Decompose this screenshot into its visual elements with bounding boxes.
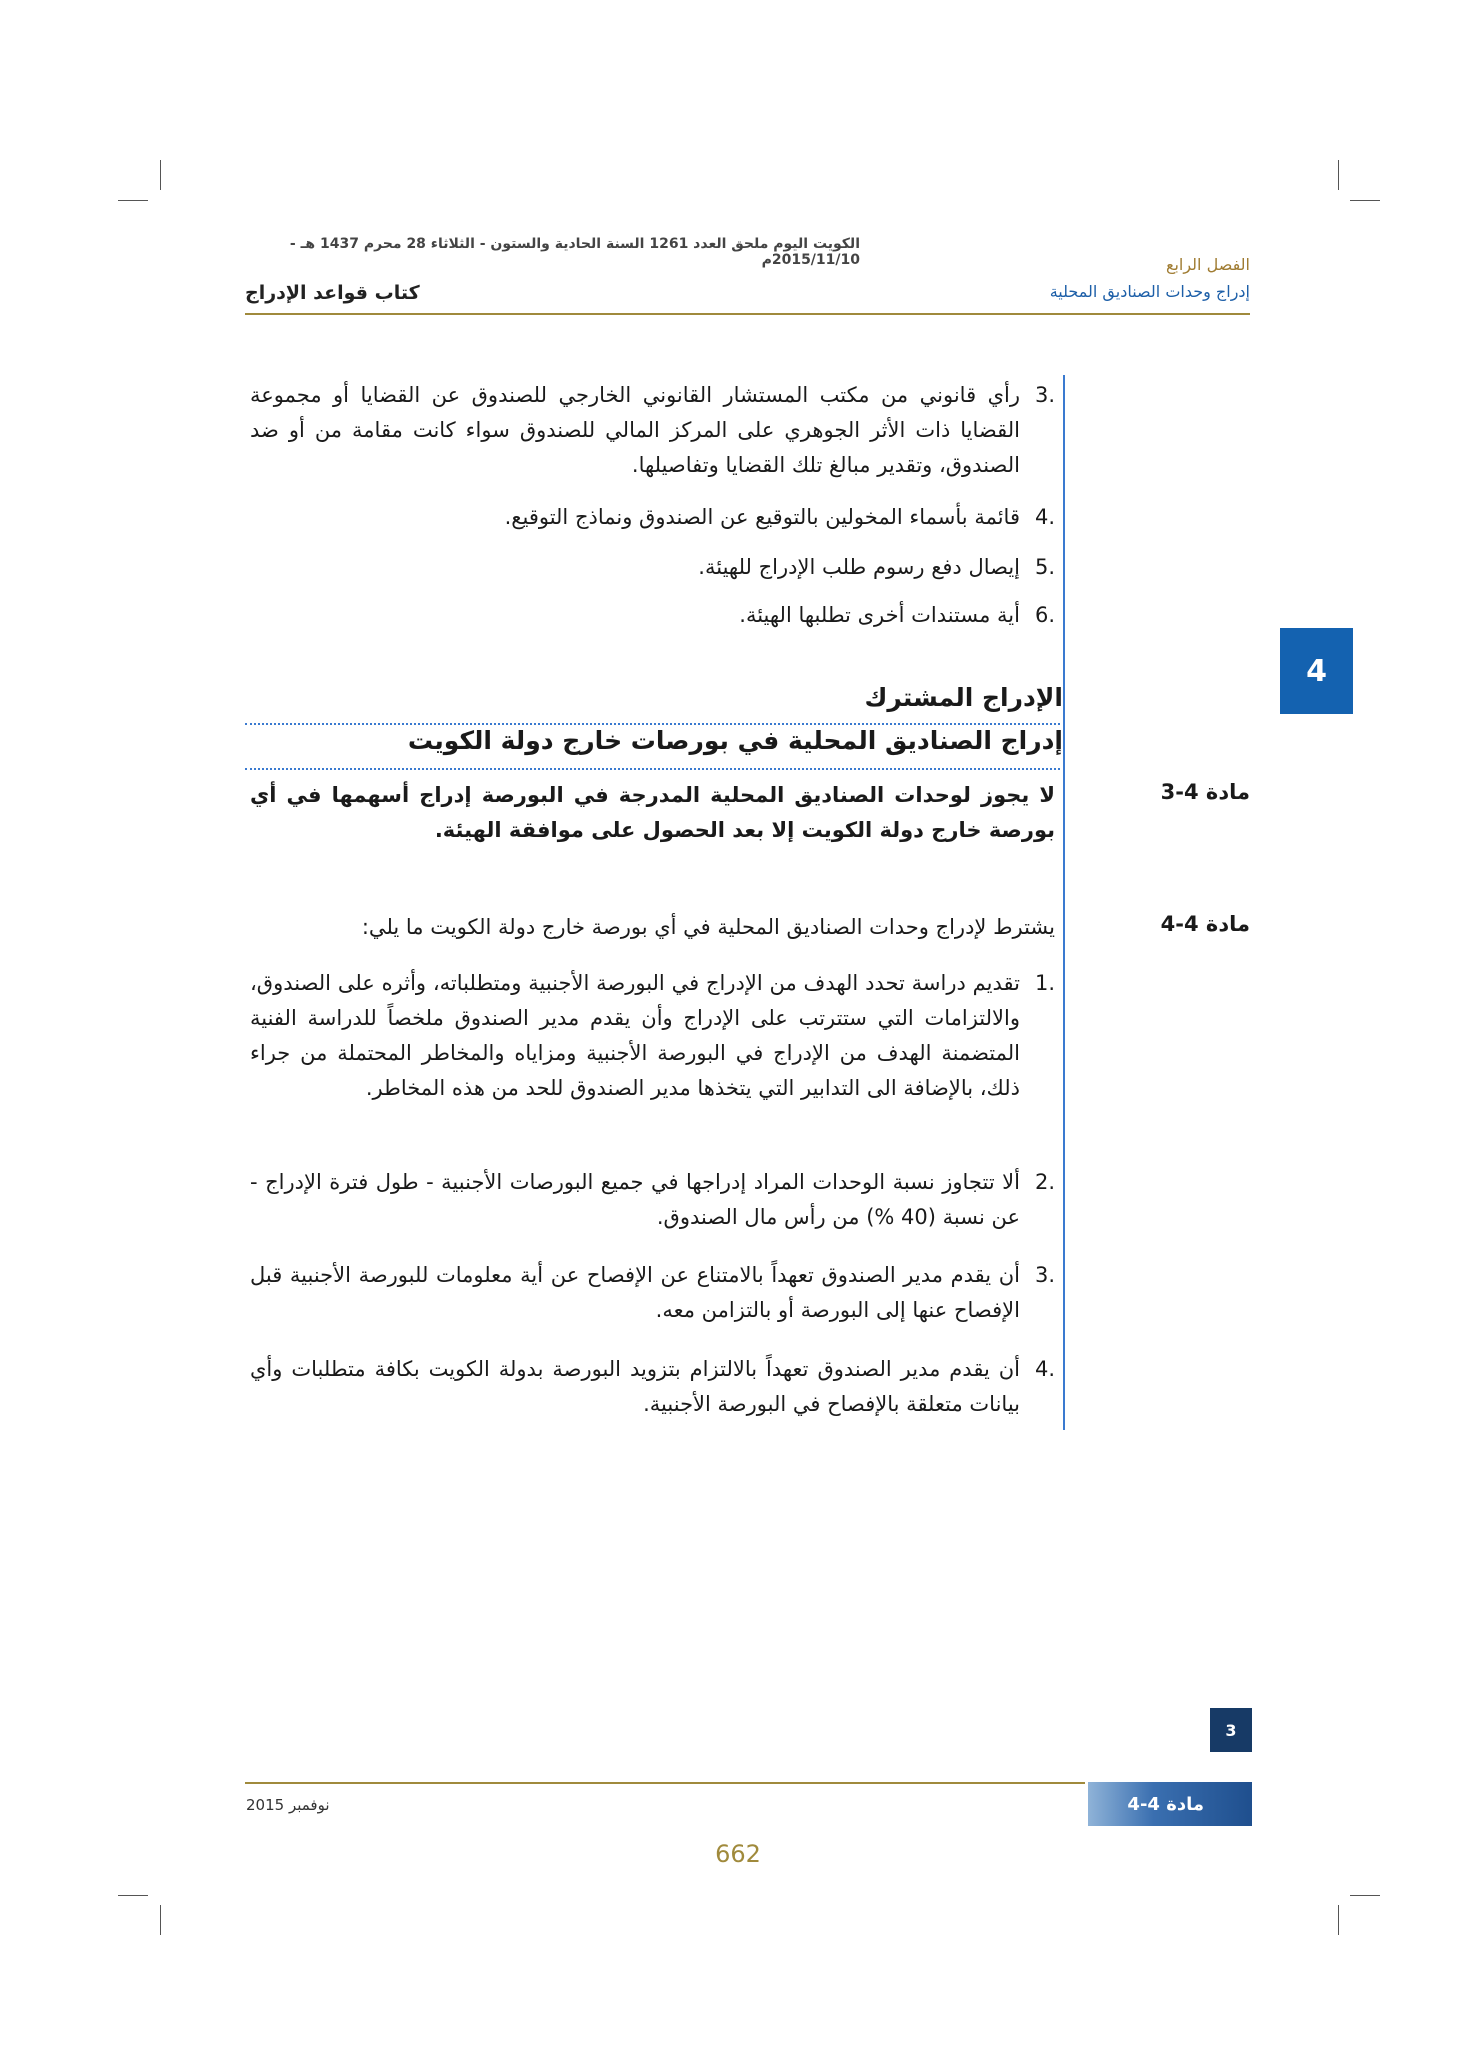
- list-number: 4.: [1034, 505, 1056, 529]
- crop-mark: [118, 200, 148, 201]
- section-title: الإدراج المشترك: [864, 683, 1063, 712]
- crop-mark: [160, 160, 161, 190]
- footer-article-label: مادة 4-4: [1088, 1782, 1252, 1826]
- header-rule: [245, 313, 1250, 315]
- list-number: 3.: [1034, 1263, 1056, 1287]
- list-item: أن يقدم مدير الصندوق تعهداً بالامتناع عن الإفصاح عن أية معلومات للبورصة الأجنبية قبل الإفصاح عنها إلى البورصة أو بالتزامن معه.: [250, 1263, 1020, 1322]
- crop-mark: [1350, 1895, 1380, 1896]
- list-item: أية مستندات أخرى تطلبها الهيئة.: [739, 603, 1020, 627]
- list-item: قائمة بأسماء المخولين بالتوقيع عن الصندوق ونماذج التوقيع.: [504, 505, 1020, 529]
- list-number: 5.: [1034, 555, 1056, 579]
- chapter-title: الفصل الرابع: [1165, 255, 1250, 274]
- list-item: أن يقدم مدير الصندوق تعهداً بالالتزام بتزويد البورصة بدولة الكويت بكافة متطلبات وأي بيانات متعلقة بالإفصاح في البورصة الأجنبية.: [250, 1357, 1020, 1416]
- crop-mark: [1350, 200, 1380, 201]
- list-number: 3.: [1034, 383, 1056, 407]
- crop-mark: [1338, 160, 1339, 190]
- list-number: 1.: [1034, 971, 1056, 995]
- crop-mark: [160, 1905, 161, 1935]
- page-box: 3: [1210, 1708, 1252, 1752]
- crop-mark: [1338, 1905, 1339, 1935]
- book-title: كتاب قواعد الإدراج: [245, 282, 420, 304]
- article-label: مادة 4-3: [1160, 780, 1250, 804]
- section-subtitle: إدراج الصناديق المحلية في بورصات خارج دولة الكويت: [407, 726, 1063, 755]
- dotted-rule: [245, 768, 1060, 770]
- crop-mark: [118, 1895, 148, 1896]
- dotted-rule: [245, 723, 1060, 725]
- list-number: 2.: [1034, 1170, 1056, 1194]
- article-intro: يشترط لإدراج وحدات الصناديق المحلية في أي بورصة خارج دولة الكويت ما يلي:: [361, 915, 1055, 939]
- article-label: مادة 4-4: [1160, 912, 1250, 936]
- chapter-subtitle: إدراج وحدات الصناديق المحلية: [1049, 282, 1250, 301]
- list-number: 4.: [1034, 1357, 1056, 1381]
- chapter-tab: 4: [1280, 628, 1353, 714]
- list-item: ألا تتجاوز نسبة الوحدات المراد إدراجها في جميع البورصات الأجنبية - طول فترة الإدراج - عن نسبة (40 %) من رأس مال الصندوق.: [250, 1170, 1020, 1229]
- page-number: 662: [715, 1840, 761, 1868]
- list-item: إيصال دفع رسوم طلب الإدراج للهيئة.: [698, 555, 1020, 579]
- footer-rule: [245, 1782, 1085, 1784]
- footer-date: نوفمبر 2015: [246, 1796, 330, 1814]
- list-item: تقديم دراسة تحدد الهدف من الإدراج في البورصة الأجنبية ومتطلباته، وأثره على الصندوق، والالتزامات التي ستترتب على الإدراج وأن يقدم مدير الصندوق ملخصاً للدراسة الفنية المتضمنة الهدف من الإدراج في البورصة الأجنبية ومزاياه والمخاطر المحتملة من جراء ذلك، بالإضافة الى التدابير التي يتخذها مدير الصندوق للحد من هذه المخاطر.: [250, 971, 1020, 1100]
- issue-meta: الكويت اليوم ملحق العدد 1261 السنة الحادية والستون - الثلاثاء 28 محرم 1437 هـ - 2015/11/10م: [289, 236, 860, 268]
- list-number: 6.: [1034, 603, 1056, 627]
- article-text: لا يجوز لوحدات الصناديق المحلية المدرجة في البورصة إدراج أسهمها في أي بورصة خارج دولة الكويت إلا بعد الحصول على موافقة الهيئة.: [250, 783, 1055, 842]
- list-item: رأي قانوني من مكتب المستشار القانوني الخارجي للصندوق عن القضايا أو مجموعة القضايا ذات الأثر الجوهري على المركز المالي للصندوق سواء كانت مقامة من أو ضد الصندوق، وتقدير مبالغ تلك القضايا وتفاصيلها.: [250, 383, 1020, 477]
